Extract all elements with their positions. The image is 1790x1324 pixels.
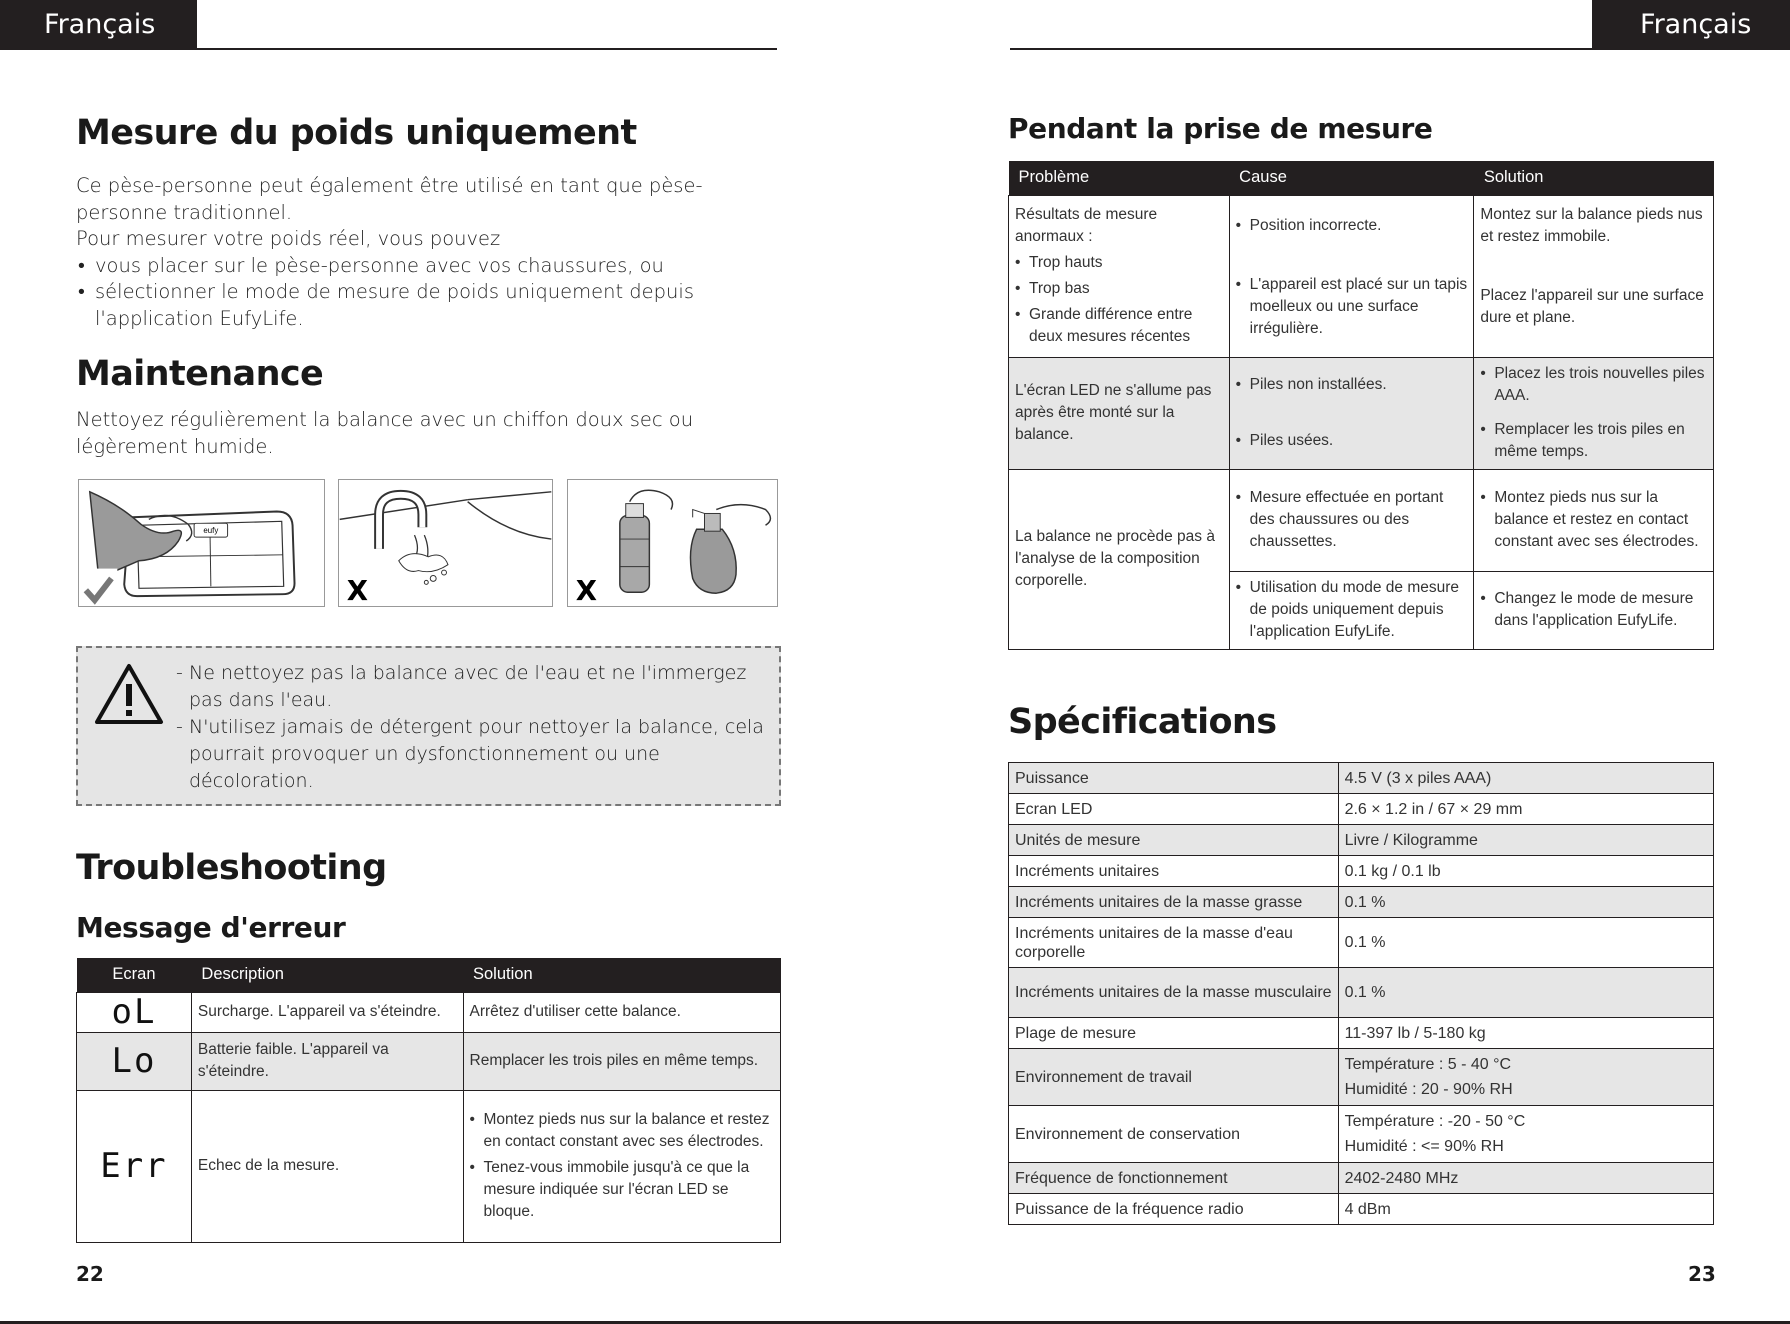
during-measurement-table — [1008, 161, 1714, 650]
table-row — [1009, 357, 1714, 413]
weight-only-line1: Ce pèse-personne peut également être utilisé en tant que pèse-personne traditionnel. — [76, 174, 703, 224]
spec-value: 0.1 % — [1338, 887, 1713, 918]
header-cause: Cause — [1229, 161, 1474, 195]
solution-bullet: • Placez les trois nouvelles piles AAA. — [1480, 363, 1707, 407]
spec-row — [1009, 918, 1714, 968]
spec-row — [1009, 1018, 1714, 1049]
no-water-image — [339, 480, 552, 606]
weight-only-bullet2: • sélectionner le mode de mesure de poids uniquement depuis l'application EufyLife. — [76, 279, 776, 332]
solution-cell — [1474, 357, 1714, 413]
spec-row — [1009, 856, 1714, 887]
error-message-title: Message d'erreur — [76, 911, 346, 944]
spec-row — [1009, 825, 1714, 856]
spec-value: 11-397 lb / 5-180 kg — [1338, 1018, 1713, 1049]
header-solution: Solution — [1474, 161, 1714, 195]
spec-value: 0.1 % — [1338, 918, 1713, 968]
illustration-wipe-cloth — [78, 479, 325, 607]
spec-value: 4 dBm — [1338, 1194, 1713, 1225]
spec-label: Incréments unitaires de la masse d'eau corporelle — [1009, 918, 1339, 968]
warning-triangle-icon — [94, 662, 164, 726]
spec-label: Unités de mesure — [1009, 825, 1339, 856]
spec-value — [1338, 1049, 1713, 1106]
table-row — [1009, 195, 1714, 257]
cause-cell — [1229, 571, 1474, 649]
solution-bullet: • Remplacer les trois piles en même temps. — [1480, 419, 1707, 463]
spec-value-line: Température : 5 - 40 °C — [1344, 1056, 1512, 1073]
wipe-cloth-image — [79, 480, 324, 606]
solution-cell — [1474, 571, 1714, 649]
table-row — [1009, 469, 1714, 571]
header-rule-right — [1010, 48, 1592, 50]
cause-cell — [1229, 195, 1474, 257]
weight-only-bullet1: • vous placer sur le pèse-personne avec vos chaussures, ou — [76, 253, 776, 280]
spec-label: Fréquence de fonctionnement — [1009, 1163, 1339, 1194]
spec-value: 0.1 kg / 0.1 lb — [1338, 856, 1713, 887]
problem-cell: L'écran LED ne s'allume pas après être monté sur la balance. — [1009, 357, 1230, 469]
spec-row — [1009, 1194, 1714, 1225]
solution-cell — [1474, 413, 1714, 469]
table-header-row — [1009, 161, 1714, 195]
language-tab-right: Français — [1592, 0, 1790, 50]
language-tab-left: Français — [0, 0, 197, 50]
spec-label: Incréments unitaires de la masse grasse — [1009, 887, 1339, 918]
cause-cell — [1229, 469, 1474, 571]
spec-value: 4.5 V (3 x piles AAA) — [1338, 763, 1713, 794]
maintenance-text: Nettoyez régulièrement la balance avec un chiffon doux sec ou légèrement humide. — [76, 408, 694, 458]
spec-row — [1009, 968, 1714, 1018]
cross-icon: X — [346, 575, 369, 606]
weight-only-body — [76, 173, 776, 332]
spec-row — [1009, 794, 1714, 825]
spec-label: Puissance de la fréquence radio — [1009, 1194, 1339, 1225]
problem-cell — [1009, 195, 1230, 357]
solution-bullet: • Montez pieds nus sur la balance et restez en contact constant avec ses électrodes. — [470, 1109, 775, 1153]
troubleshooting-title: Troubleshooting — [76, 848, 387, 888]
table-header-row — [77, 958, 781, 992]
page-number-right: 23 — [1688, 1262, 1716, 1286]
spec-label: Puissance — [1009, 763, 1339, 794]
solution-bullet: • Montez pieds nus sur la balance et restez en contact constant avec ses électrodes. — [1480, 487, 1707, 553]
header-rule-left — [197, 48, 777, 50]
maintenance-illustrations — [78, 479, 778, 607]
solution-cell — [463, 1090, 781, 1242]
solution-cell: Placez l'appareil sur une surface dure et plane. — [1474, 257, 1714, 357]
cause-bullet: • Utilisation du mode de mesure de poids uniquement depuis l'application EufyLife. — [1236, 577, 1468, 643]
spec-row — [1009, 887, 1714, 918]
warning-box — [76, 646, 781, 806]
spec-value-line: Humidité : 20 - 90% RH — [1344, 1081, 1513, 1098]
spec-label: Incréments unitaires — [1009, 856, 1339, 887]
spec-value-line: Température : -20 - 50 °C — [1344, 1113, 1526, 1130]
spec-row — [1009, 763, 1714, 794]
illustration-no-water — [338, 479, 553, 607]
solution-cell: Remplacer les trois piles en même temps. — [463, 1032, 781, 1090]
cause-bullet: • Piles usées. — [1236, 430, 1468, 452]
weight-only-line2: Pour mesurer votre poids réel, vous pouvez — [76, 227, 501, 250]
screen-code: Err — [77, 1090, 192, 1242]
description-cell: Surcharge. L'appareil va s'éteindre. — [191, 992, 463, 1032]
warning-text — [176, 660, 776, 795]
specifications-title: Spécifications — [1008, 702, 1277, 742]
spec-label: Incréments unitaires de la masse musculaire — [1009, 968, 1339, 1018]
cause-cell — [1229, 257, 1474, 357]
warning-line2: - N'utilisez jamais de détergent pour nettoyer la balance, cela pourrait provoquer un dysfonctionnement ou une décoloration. — [176, 714, 776, 795]
cause-bullet: • L'appareil est placé sur un tapis moelleux ou une surface irrégulière. — [1236, 274, 1468, 340]
spec-value: 2402-2480 MHz — [1338, 1163, 1713, 1194]
header-probleme: Problème — [1009, 161, 1230, 195]
spec-value: Livre / Kilogramme — [1338, 825, 1713, 856]
spec-label: Environnement de conservation — [1009, 1106, 1339, 1163]
table-row — [77, 1032, 781, 1090]
solution-bullet: • Changez le mode de mesure dans l'application EufyLife. — [1480, 588, 1707, 632]
cause-bullet: • Piles non installées. — [1236, 374, 1468, 396]
warning-line1: - Ne nettoyez pas la balance avec de l'eau et ne l'immergez pas dans l'eau. — [176, 660, 776, 714]
table-row — [77, 1090, 781, 1242]
solution-bullet: • Tenez-vous immobile jusqu'à ce que la mesure indiquée sur l'écran LED se bloque. — [470, 1157, 775, 1223]
spec-row — [1009, 1163, 1714, 1194]
weight-only-title: Mesure du poids uniquement — [76, 113, 637, 153]
screen-code: Lo — [77, 1032, 192, 1090]
problem-bullet: • Trop bas — [1015, 278, 1223, 300]
page-number-left: 22 — [76, 1262, 104, 1286]
header-solution: Solution — [463, 958, 781, 992]
cross-icon: X — [575, 575, 597, 606]
cause-bullet: • Position incorrecte. — [1236, 215, 1468, 237]
spec-value — [1338, 1106, 1713, 1163]
spec-row — [1009, 1049, 1714, 1106]
eufy-logo: eufy — [203, 526, 219, 536]
solution-cell — [1474, 469, 1714, 571]
solution-cell: Montez sur la balance pieds nus et restez immobile. — [1474, 195, 1714, 257]
cause-cell — [1229, 357, 1474, 413]
maintenance-title: Maintenance — [76, 354, 324, 394]
description-cell: Echec de la mesure. — [191, 1090, 463, 1242]
illustration-no-detergent — [567, 479, 778, 607]
error-message-table — [76, 958, 781, 1243]
problem-text: Résultats de mesure anormaux : — [1015, 205, 1158, 245]
no-detergent-image — [568, 480, 777, 606]
spec-value-line: Humidité : <= 90% RH — [1344, 1138, 1504, 1155]
spec-row — [1009, 1106, 1714, 1163]
cause-cell — [1229, 413, 1474, 469]
spec-label: Environnement de travail — [1009, 1049, 1339, 1106]
cause-bullet: • Mesure effectuée en portant des chaussures ou des chaussettes. — [1236, 487, 1468, 553]
description-cell: Batterie faible. L'appareil va s'éteindre. — [191, 1032, 463, 1090]
header-ecran: Ecran — [77, 958, 192, 992]
spec-value: 0.1 % — [1338, 968, 1713, 1018]
spec-label: Ecran LED — [1009, 794, 1339, 825]
problem-cell: La balance ne procède pas à l'analyse de la composition corporelle. — [1009, 469, 1230, 649]
header-description: Description — [191, 958, 463, 992]
spec-label: Plage de mesure — [1009, 1018, 1339, 1049]
screen-code: oL — [77, 992, 192, 1032]
table-row — [77, 992, 781, 1032]
problem-bullet: • Grande différence entre deux mesures récentes — [1015, 304, 1223, 348]
solution-cell: Arrêtez d'utiliser cette balance. — [463, 992, 781, 1032]
spec-value: 2.6 × 1.2 in / 67 × 29 mm — [1338, 794, 1713, 825]
during-measurement-title: Pendant la prise de mesure — [1008, 112, 1433, 145]
problem-bullet: • Trop hauts — [1015, 252, 1223, 274]
specifications-table — [1008, 762, 1714, 1225]
